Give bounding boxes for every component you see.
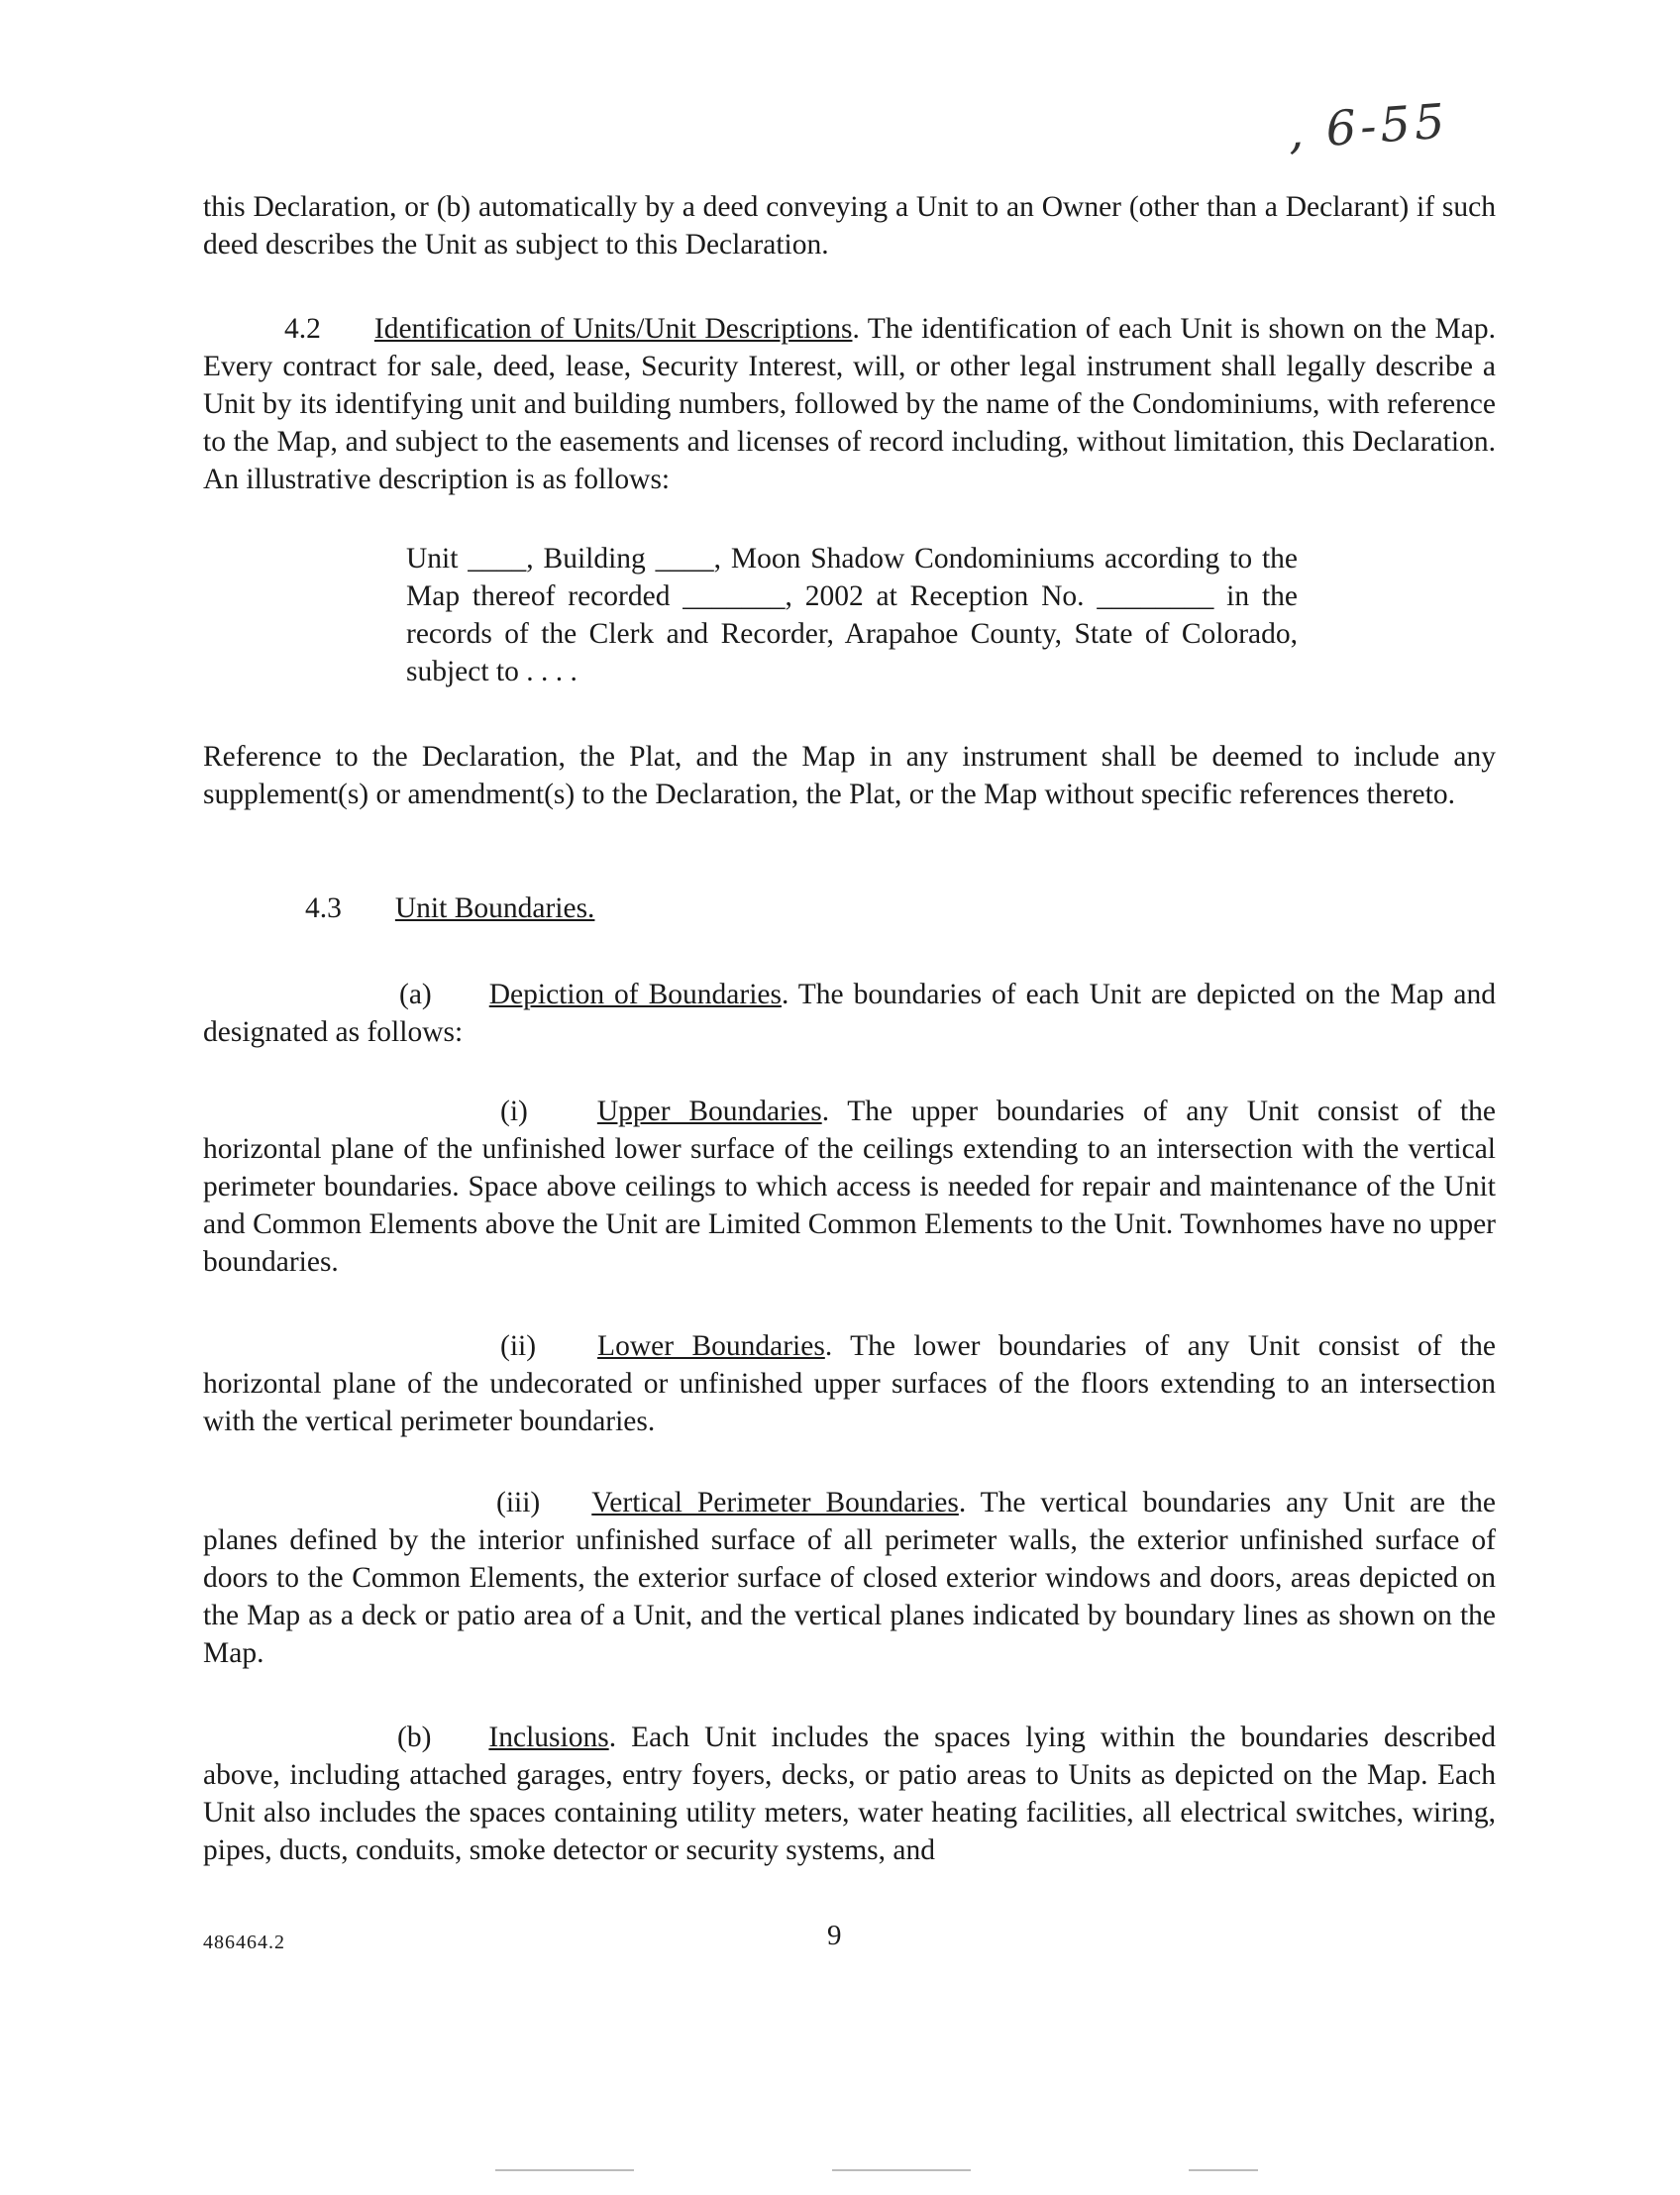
clause-body: . The lower boundaries of any Unit consist of the horizontal plane of the undecorated or unfinished upper surfaces of the floors extending to an intersection with the vertical perimeter boundaries. (203, 1330, 1496, 1437)
scan-artifact (1189, 2169, 1258, 2171)
subsection-number: (b) (397, 1722, 432, 1753)
subsection-b (203, 1719, 1496, 1869)
clause-heading: Upper Boundaries (596, 1096, 822, 1127)
scan-artifact (832, 2169, 971, 2171)
clause-heading: Lower Boundaries (597, 1330, 825, 1362)
illustrative-description: Unit ____, Building ____, Moon Shadow Condominiums according to the Map thereof recorded _______, 2002 at Reception No. ________ in the records of the Clerk and Recorder, Arapahoe County, State of Colorado, subject to . . . . (406, 543, 1298, 687)
clause-number: (i) (500, 1096, 528, 1127)
clause-i (203, 1093, 1496, 1281)
paragraph-continuation: this Declaration, or (b) automatically by a deed conveying a Unit to an Owner (other than a Declarant) if such deed describes the Unit as subject to this Declaration. (203, 191, 1496, 261)
section-number: 4.3 (305, 892, 342, 924)
clause-ii (203, 1327, 1496, 1440)
clause-body: . The vertical boundaries any Unit are the planes defined by the interior unfinished surface of all perimeter walls, the exterior unfinished surface of doors to the Common Elements, the exterior surface of closed exterior windows and doors, areas depicted on the Map as a deck or patio area of a Unit, and the vertical planes indicated by boundary lines as shown on the Map. (203, 1487, 1496, 1669)
section-heading: Identification of Units/Unit Descriptions (373, 313, 853, 345)
clause-number: (ii) (500, 1330, 537, 1362)
paragraph-reference: Reference to the Declaration, the Plat, and the Map in any instrument shall be deemed to include any supplement(s) or amendment(s) to the Declaration, the Plat, or the Map without specific references thereto. (203, 741, 1496, 810)
section-heading: Unit Boundaries. (394, 892, 595, 924)
subsection-heading: Inclusions (488, 1722, 609, 1753)
section-4-3 (305, 889, 594, 927)
section-body: . The identification of each Unit is shown on the Map. Every contract for sale, deed, lease, Security Interest, will, or other legal instrument shall legally describe a Unit by its identifying unit and building numbers, followed by the name of the Condominiums, with reference to the Map, and subject to the easements and licenses of record including, without limitation, this Declaration. An illustrative description is as follows: (203, 313, 1496, 495)
clause-heading: Vertical Perimeter Boundaries (591, 1487, 959, 1518)
subsection-body: . Each Unit includes the spaces lying within the boundaries described above, including attached garages, entry foyers, decks, or patio areas to Units as depicted on the Map. Each Unit also includes the spaces containing utility meters, water heating facilities, all electrical switches, wiring, pipes, ducts, conduits, smoke detector or security systems, and (203, 1722, 1496, 1866)
clause-body: . The upper boundaries of any Unit consist of the horizontal plane of the unfinished lower surface of the ceilings extending to an intersection with the vertical perimeter boundaries. Space above ceilings to which access is needed for repair and maintenance of the Unit and Common Elements above the Unit are Limited Common Elements to the Unit. Townhomes have no upper boundaries. (203, 1096, 1496, 1278)
scan-artifact (495, 2169, 634, 2171)
document-id: 486464.2 (203, 1932, 285, 1953)
section-number: 4.2 (284, 313, 321, 345)
subsection-heading: Depiction of Boundaries (488, 979, 782, 1010)
subsection-a (203, 976, 1496, 1051)
subsection-body: . The boundaries of each Unit are depicted on the Map and designated as follows: (203, 979, 1496, 1048)
subsection-number: (a) (399, 979, 432, 1010)
page-number: 9 (827, 1920, 842, 1951)
section-4-2 (203, 310, 1496, 498)
handwritten-annotation: , 6-55 (1286, 93, 1451, 160)
clause-number: (iii) (496, 1487, 541, 1518)
clause-iii (203, 1484, 1496, 1672)
